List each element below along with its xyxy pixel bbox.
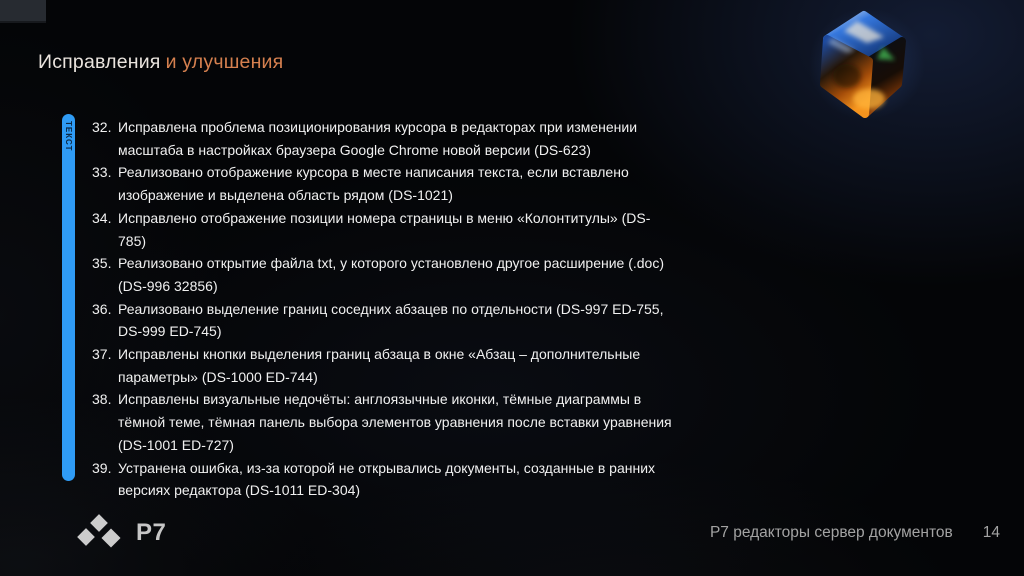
list-item [92, 252, 676, 297]
item-number: 32. [92, 119, 112, 135]
brand-logo [73, 510, 166, 555]
item-number: 35. [92, 255, 112, 272]
list-item [92, 207, 676, 252]
list-item [92, 161, 676, 206]
item-number: 36. [92, 300, 112, 317]
item-text: Исправлены кнопки выделения границ абзаца в окне «Абзац – дополнительные параметры» (DS-1000 ED-744) [118, 346, 641, 385]
brand-name: Р7 [136, 518, 167, 546]
fixes-list [92, 116, 676, 502]
item-number: 39. [92, 459, 112, 476]
item-number: 34. [92, 209, 112, 226]
title-main: Исправления [38, 51, 161, 73]
footer [710, 524, 1000, 542]
list-item [92, 388, 676, 456]
list-item [92, 116, 676, 161]
page-number: 14 [982, 524, 1000, 541]
item-text: Исправлены визуальные недочёты: англоязычные иконки, тёмные диаграммы в тёмной теме, тёмная панель выбора элементов уравнения после вставки уравнения (DS-1001 ED-727) [118, 391, 672, 453]
item-number: 33. [92, 164, 112, 181]
item-text: Реализовано отображение курсора в месте написания текста, если вставлено изображение и выделена область рядом (DS-1021) [118, 164, 629, 204]
item-text: Реализовано открытие файла txt, у которого установлено другое расширение (.doc) (DS-996 32856) [118, 255, 664, 294]
item-text: Исправлено отображение позиции номера страницы в меню «Колонтитулы» (DS-785) [118, 209, 651, 249]
glass-cube-icon [806, 6, 928, 126]
item-number: 38. [92, 391, 112, 408]
section-label: ТЕКСТ [64, 121, 73, 152]
item-text: Исправлена проблема позиционирования курсора в редакторах при изменении масштаба в настройках браузера Google Chrome новой версии (DS-623) [118, 119, 638, 158]
item-text: Устранена ошибка, из-за которой не открывались документы, созданные в ранних версиях редактора (DS-1011 ED-304) [118, 459, 656, 499]
item-text: Реализовано выделение границ соседних абзацев по отдельности (DS-997 ED-755, DS-999 ED-745) [118, 300, 664, 340]
title-accent: и улучшения [165, 51, 284, 73]
window-corner-artifact [0, 0, 46, 23]
slide-title [38, 51, 283, 74]
three-diamonds-icon [73, 510, 123, 555]
list-item [92, 298, 676, 343]
item-number: 37. [92, 346, 112, 363]
list-item [92, 457, 676, 502]
section-accent-bar [62, 114, 75, 481]
list-item [92, 343, 676, 388]
footer-label: Р7 редакторы сервер документов [709, 524, 953, 541]
